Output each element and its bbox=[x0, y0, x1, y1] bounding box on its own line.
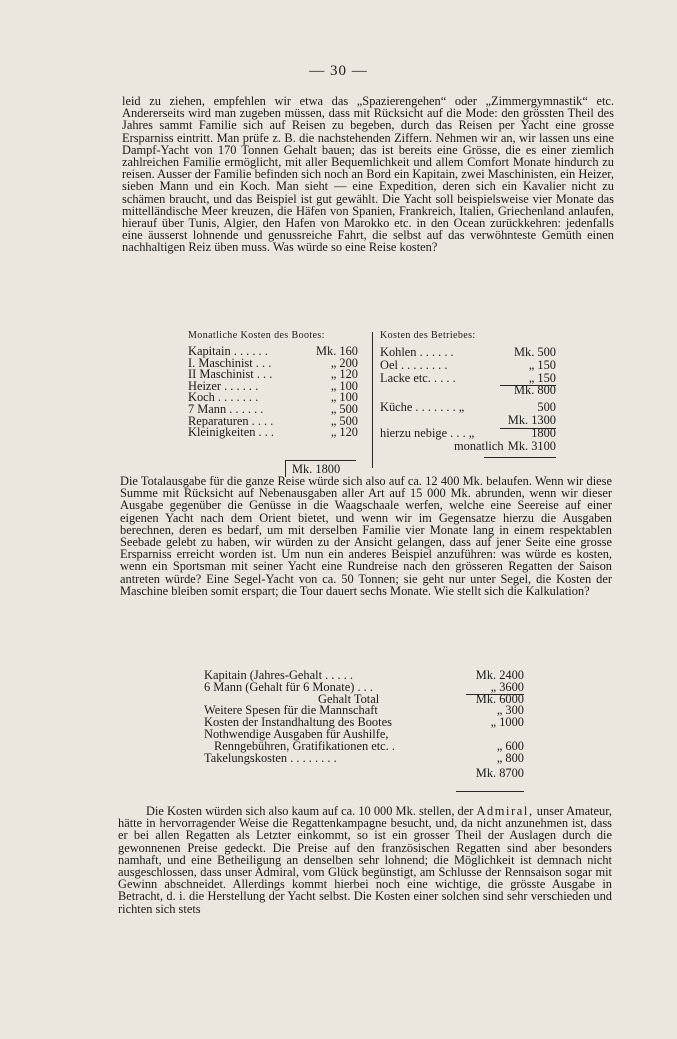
table-row: Koch . . . . . . . „ 100 bbox=[188, 390, 358, 405]
table-row: 6 Mann (Gehalt für 6 Monate) . . . „ 3600 bbox=[204, 679, 524, 694]
boat-costs-table bbox=[188, 330, 366, 476]
table-row bbox=[204, 768, 524, 780]
table-row: Kosten der Instandhaltung des Bootes „ 1000 bbox=[204, 715, 524, 730]
table-row: Lacke etc. . . . . „ 150 bbox=[380, 370, 556, 385]
table-row: hierzu nebige . . . „ 1800 bbox=[380, 425, 556, 440]
paragraph-intro: leid zu ziehen, empfehlen wir etwa das „Spazierengehen“ oder „Zimmergymnastik“ etc. Andererseits wird man zugeben müssen, dass mit Rücksicht auf die Mode: den grössten Theil des Jahres sammt Familie sich auf Reisen zu begeben, durch das Reisen per Yacht eine grosse Ersparniss eintritt. Man prüfe z. B. die nachstehenden Ziffern. Nehmen wir an, wir lassen uns eine Dampf-Yacht von 170 Tonnen Gehalt bauen; das ist bereits eine Grösse, die es einer ziemlich zahlreichen Familie ermöglicht, mit aller Bequemlichkeit und allem Comfort Monate hindurch zu reisen. Ausser der Familie befinden sich noch an Bord ein Kapitain, zwei Maschinisten, ein Heizer, sieben Mann und ein Koch. Man sieht — eine Expedition, deren sich ein Kavalier nicht zu schämen braucht, und das Beispiel ist gut gewählt. Die Yacht soll beispielsweise vier Monate das mittelländische Meer kreuzen, die Häfen von Spanien, Frankreich, Italien, Griechenland anlaufen, hierauf über Tunis, Algier, den Hafen von Marokko etc. in den Ocean zurückkehren: jedenfalls eine äusserst lohnende und genussreiche Fahrt, die selbst auf das verwöhnteste Gemüth einen nachhaltigen Reiz üben muss. Was würde so eine Reise kosten? bbox=[122, 94, 614, 255]
boat-costs-heading: Monatliche Kosten des Bootes: bbox=[188, 330, 325, 341]
table-row: Takelungskosten . . . . . . . . „ 800 bbox=[204, 750, 524, 765]
admiral-emphasis: Admiral, bbox=[476, 804, 534, 818]
table-row bbox=[380, 384, 556, 397]
operating-costs-heading: Kosten des Betriebes: bbox=[380, 330, 476, 341]
table-row: I. Maschinist . . . „ 200 bbox=[188, 355, 358, 370]
table-row: Reparaturen . . . . „ 500 bbox=[188, 413, 358, 428]
table-row: Renngebühren, Gratifikationen etc. . „ 600 bbox=[214, 738, 524, 753]
table-row: Gehalt Total Mk. 6000 bbox=[318, 691, 524, 706]
boat-costs-total: Mk. 1800 bbox=[285, 460, 356, 477]
table-row: Nothwendige Ausgaben für Aushilfe, bbox=[204, 726, 389, 741]
table-row: Kleinigkeiten . . . „ 120 bbox=[188, 425, 358, 440]
sum-rule bbox=[456, 791, 524, 792]
table-row: Kapitain . . . . . . Mk. 160 bbox=[188, 344, 358, 358]
table-row bbox=[380, 414, 556, 427]
operating-subtotal: Mk. 800 bbox=[514, 383, 556, 398]
paragraph-conclusion: Die Kosten würden sich also kaum auf ca. 10 000 Mk. stellen, der Admiral, unser Amateur, hätte in hervorragender Weise die Regattenkampagne besucht, und, da nicht anzunehmen ist, dass er bei allen Regatten als Letzter einkommt, so ist ein grosser Theil der Auslagen durch die gewonnenen Preise gedeckt. Die Preise auf den französischen Regatten sind aber besonders namhaft, und eine Betheiligung an denselben sehr lohnend; die Möglichkeit ist demnach nicht ausgeschlossen, dass unser Admiral, vom Glück begünstigt, am Schlusse der Rennsaison sogar mit Gewinn abschneidet. Allerdings kommt hierbei noch eine wichtige, die grösste Ausgabe in Betracht, d. i. die Herstellung der Yacht selbst. Die Kosten einer solchen sind sehr verschieden und richten sich stets bbox=[118, 804, 612, 916]
sailing-total: Mk. 8700 bbox=[475, 766, 524, 781]
column-divider bbox=[372, 332, 373, 468]
table-row: monatlich Mk. 3100 bbox=[454, 438, 556, 453]
table-row: Heizer . . . . . . „ 100 bbox=[188, 378, 358, 393]
page-number: — 30 — bbox=[309, 63, 368, 79]
cost-tables bbox=[188, 330, 568, 476]
table-row: Küche . . . . . . . „ 500 bbox=[380, 400, 556, 415]
table-row: Weitere Spesen für die Mannschaft „ 300 bbox=[204, 703, 524, 718]
table-row: 7 Mann . . . . . . „ 500 bbox=[188, 401, 358, 416]
operating-costs-table bbox=[380, 330, 556, 452]
table-row: Kapitain (Jahres-Gehalt . . . . . Mk. 2400 bbox=[204, 668, 524, 682]
paragraph-total: Die Totalausgabe für die ganze Reise würde sich also auf ca. 12 400 Mk. belaufen. Wenn wir diese Summe mit Rücksicht auf Nebenausgaben aller Art auf 15 000 Mk. abrunden, wenn wir dieser Ausgabe gegenüber die Genüsse in die Waagschaale werfen, welche eine Seereise auf einer eigenen Yacht nach dem Orient bietet, und wenn wir im Gegensatze hierzu die Ausgaben berechnen, deren es bedarf, um mit derselben Familie vier Monate lang in einem respektablen Seebade gelebt zu haben, wir würden zu der Ansicht gelangen, dass auf jener Seite eine grosse Ersparniss erreicht worden ist. Um nun ein anderes Beispiel anzuführen: was würde es kosten, wenn ein Sportsman mit seiner Yacht eine Rundreise nach den grösseren Regatten der Saison antreten würde? Eine Segel-Yacht von ca. 50 Tonnen; sie geht nur unter Segel, die Kosten der Maschine bleiben somit erspart; die Tour dauert sechs Monate. Wie stellt sich die Kalkulation? bbox=[120, 474, 612, 598]
sum-rule bbox=[484, 457, 556, 458]
table-row: II Maschinist . . . „ 120 bbox=[188, 367, 358, 382]
sailing-yacht-costs bbox=[204, 670, 524, 804]
table-row: Oel . . . . . . . . „ 150 bbox=[380, 357, 556, 372]
table-row: Kohlen . . . . . . Mk. 500 bbox=[380, 345, 556, 359]
operating-sum: Mk. 1300 bbox=[507, 412, 556, 427]
monthly-total: Mk. 3100 bbox=[507, 438, 556, 453]
